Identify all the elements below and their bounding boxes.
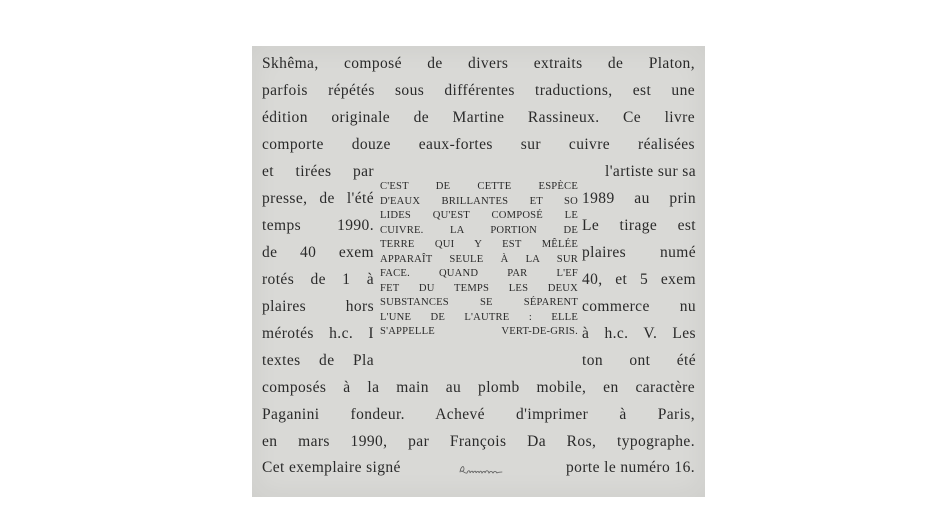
center-quotation-block <box>380 180 578 340</box>
quotation-line: CUIVRE. LA PORTION DE <box>380 224 578 236</box>
quotation-line: D'EAUX BRILLANTES ET SO <box>380 195 578 207</box>
quotation-line: LIDES QU'EST COMPOSÉ LE <box>380 210 578 221</box>
right-column-line: à h.c. V. Les <box>582 325 696 342</box>
right-column-line: 1989 au prin <box>582 190 696 207</box>
colophon-page <box>252 46 705 497</box>
left-column-line: mérotés h.c. I <box>262 325 374 342</box>
right-column-line: 40, et 5 exem <box>582 271 696 288</box>
left-column-line: temps 1990. <box>262 217 374 234</box>
colophon-line: Paganini fondeur. Achevé d'imprimer à Paris, <box>262 406 695 423</box>
quotation-line: S'APPELLE VERT-DE-GRIS. <box>380 326 578 337</box>
right-column-line: l'artiste sur sa <box>605 163 696 180</box>
right-column-line: ton ont été <box>582 352 696 369</box>
quotation-line: TERRE QUI Y EST MÊLÉE <box>380 239 578 250</box>
left-column-line: rotés de 1 à <box>262 271 374 288</box>
quotation-line: SUBSTANCES SE SÉPARENT <box>380 297 578 308</box>
left-column-line: plaires hors <box>262 298 374 315</box>
left-column-line: de 40 exem <box>262 244 374 261</box>
left-column-line: presse, de l'été <box>262 190 374 207</box>
right-column-line: plaires numé <box>582 244 696 261</box>
right-column-line: commerce nu <box>582 298 696 315</box>
colophon-line: édition originale de Martine Rassineux. Ce livre <box>262 109 695 126</box>
quotation-line: L'UNE DE L'AUTRE : ELLE <box>380 311 578 323</box>
right-column-line: Le tirage est <box>582 217 696 234</box>
left-column-line: textes de Pla <box>262 352 374 369</box>
quotation-line: FACE. QUAND PAR L'EF <box>380 268 578 279</box>
colophon-line: comporte douze eaux-fortes sur cuivre réalisées <box>262 136 695 153</box>
quotation-line: FET DU TEMPS LES DEUX <box>380 282 578 294</box>
colophon-line: Skhêma, composé de divers extraits de Platon, <box>262 55 695 72</box>
left-column-line: et tirées par <box>262 163 374 180</box>
colophon-line: en mars 1990, par François Da Ros, typographe. <box>262 433 695 450</box>
signature-line-start: Cet exemplaire signé <box>262 459 401 476</box>
colophon-line: parfois répétés sous différentes traductions, est une <box>262 82 695 99</box>
quotation-line: C'EST DE CETTE ESPÈCE <box>380 181 578 192</box>
signature-line-end: porte le numéro 16. <box>566 459 695 476</box>
quotation-line: APPARAÎT SEULE À LA SUR <box>380 253 578 265</box>
handwritten-signature <box>458 462 508 476</box>
colophon-line: composés à la main au plomb mobile, en caractère <box>262 379 695 396</box>
